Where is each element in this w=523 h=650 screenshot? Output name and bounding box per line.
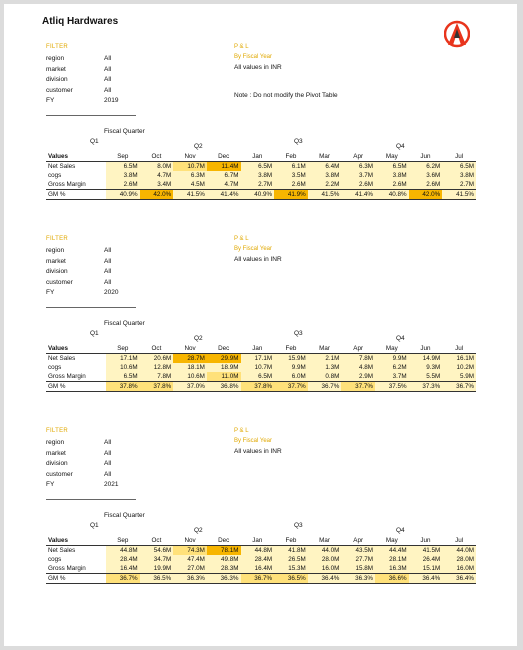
row-label: Net Sales xyxy=(48,355,76,362)
month-header: Feb xyxy=(274,152,308,162)
table-cell[interactable]: 41.5M xyxy=(409,546,443,556)
quarter-label: Q4 xyxy=(396,527,405,534)
table-cell[interactable]: 37.7% xyxy=(341,382,375,392)
quarter-label: Q1 xyxy=(90,330,99,337)
table-cell[interactable]: 40.9% xyxy=(106,190,140,200)
table-row xyxy=(46,363,476,372)
table-cell[interactable]: 28.4M xyxy=(106,555,140,564)
table-cell[interactable]: 47.4M xyxy=(173,555,207,564)
row-label: Net Sales xyxy=(48,163,76,170)
table-cell[interactable]: 15.9M xyxy=(274,354,308,364)
table-row xyxy=(46,564,476,574)
table-cell[interactable]: 43.5M xyxy=(341,546,375,556)
filter-key: customer xyxy=(46,470,73,478)
table-cell[interactable]: 9.9M xyxy=(274,363,308,372)
filter-key: region xyxy=(46,247,65,254)
table-cell[interactable]: 17.1M xyxy=(106,354,140,364)
table-cell[interactable]: 28.1M xyxy=(375,555,409,564)
month-header: May xyxy=(375,152,409,162)
pl-pivot-table[interactable] xyxy=(46,536,476,584)
table-cell[interactable]: 36.8% xyxy=(207,382,241,392)
month-header: Sep xyxy=(106,344,140,354)
month-header: Jan xyxy=(241,152,275,162)
month-header: Sep xyxy=(106,152,140,162)
filter-key: division xyxy=(46,460,68,467)
month-header: Jun xyxy=(409,152,443,162)
table-cell[interactable]: 1.3M xyxy=(308,363,342,372)
table-cell[interactable]: 41.5% xyxy=(173,190,207,200)
month-header: Nov xyxy=(173,536,207,546)
table-cell[interactable]: 41.4% xyxy=(341,190,375,200)
table-cell[interactable]: 11.0M xyxy=(207,372,241,382)
quarter-label: Q1 xyxy=(90,138,99,145)
table-cell[interactable]: 2.6M xyxy=(274,180,308,190)
table-cell[interactable]: 6.5M xyxy=(241,372,275,382)
divider xyxy=(46,499,136,500)
month-header: Mar xyxy=(308,152,342,162)
table-cell[interactable]: 36.7% xyxy=(308,382,342,392)
month-header: Sep xyxy=(106,536,140,546)
filter-key: region xyxy=(46,55,65,62)
table-cell[interactable]: 2.9M xyxy=(341,372,375,382)
table-cell[interactable]: 36.7% xyxy=(241,574,275,584)
fiscal-quarter-label: Fiscal Quarter xyxy=(104,512,145,519)
table-cell[interactable]: 2.7M xyxy=(241,180,275,190)
row-label: Gross Margin xyxy=(48,373,86,380)
month-header: Jul xyxy=(442,152,476,162)
table-cell[interactable]: 3.8M xyxy=(241,171,275,180)
pl-pivot-table[interactable] xyxy=(46,152,476,200)
table-cell[interactable]: 8.0M xyxy=(140,162,174,172)
filter-value[interactable]: All xyxy=(104,449,112,457)
table-cell[interactable]: 16.1M xyxy=(442,354,476,364)
table-cell[interactable]: 2.6M xyxy=(409,180,443,190)
table-cell[interactable]: 0.8M xyxy=(308,372,342,382)
quarter-label: Q3 xyxy=(294,138,303,145)
table-cell[interactable]: 9.3M xyxy=(409,363,443,372)
month-header: Jan xyxy=(241,344,275,354)
table-cell[interactable]: 54.6M xyxy=(140,546,174,556)
filter-key: FY xyxy=(46,97,55,104)
filter-key: FY xyxy=(46,289,55,296)
row-label: cogs xyxy=(48,556,62,563)
table-row xyxy=(46,372,476,382)
filter-value[interactable]: All xyxy=(104,247,112,254)
table-cell[interactable]: 16.0M xyxy=(308,564,342,574)
table-cell[interactable]: 41.4% xyxy=(207,190,241,200)
table-cell[interactable]: 2.6M xyxy=(375,180,409,190)
table-cell[interactable]: 26.5M xyxy=(274,555,308,564)
table-cell[interactable]: 44.0M xyxy=(308,546,342,556)
divider xyxy=(46,307,136,308)
table-cell[interactable]: 28.4M xyxy=(241,555,275,564)
table-cell[interactable]: 10.7M xyxy=(173,162,207,172)
table-cell[interactable]: 36.6% xyxy=(375,574,409,584)
fiscal-quarter-label: Fiscal Quarter xyxy=(104,128,145,135)
filter-key: division xyxy=(46,76,68,83)
filter-value[interactable]: All xyxy=(104,439,112,446)
month-header: Mar xyxy=(308,536,342,546)
table-cell[interactable]: 14.9M xyxy=(409,354,443,364)
month-header: Dec xyxy=(207,344,241,354)
table-cell[interactable]: 41.8M xyxy=(274,546,308,556)
month-header: Jul xyxy=(442,536,476,546)
table-cell[interactable]: 34.7M xyxy=(140,555,174,564)
table-cell[interactable]: 15.8M xyxy=(341,564,375,574)
table-row xyxy=(46,354,476,364)
month-header: Nov xyxy=(173,152,207,162)
table-cell[interactable]: 28.3M xyxy=(207,564,241,574)
table-cell[interactable]: 3.7M xyxy=(375,372,409,382)
table-cell[interactable]: 42.0% xyxy=(409,190,443,200)
table-cell[interactable]: 6.1M xyxy=(274,162,308,172)
table-cell[interactable]: 36.3% xyxy=(341,574,375,584)
month-header: Nov xyxy=(173,344,207,354)
values-note: All values in INR xyxy=(234,256,282,263)
table-cell[interactable]: 3.7M xyxy=(341,171,375,180)
table-cell[interactable]: 36.7% xyxy=(106,574,140,584)
filter-value[interactable]: All xyxy=(104,55,112,62)
row-label: cogs xyxy=(48,364,62,371)
table-cell[interactable]: 36.4% xyxy=(308,574,342,584)
table-cell[interactable]: 4.8M xyxy=(341,363,375,372)
pl-title: P & L xyxy=(234,428,249,434)
table-header-row xyxy=(46,152,476,162)
pl-pivot-table[interactable] xyxy=(46,344,476,392)
table-cell[interactable]: 7.8M xyxy=(140,372,174,382)
table-cell[interactable]: 49.8M xyxy=(207,555,241,564)
month-header: May xyxy=(375,536,409,546)
quarter-label: Q1 xyxy=(90,522,99,529)
table-cell[interactable]: 2.7M xyxy=(442,180,476,190)
month-header: Jun xyxy=(409,344,443,354)
table-cell[interactable]: 18.1M xyxy=(173,363,207,372)
table-cell[interactable]: 37.3% xyxy=(409,382,443,392)
table-cell[interactable]: 41.9% xyxy=(274,190,308,200)
filter-key: region xyxy=(46,439,65,446)
table-cell[interactable]: 3.4M xyxy=(140,180,174,190)
month-header: May xyxy=(375,344,409,354)
filter-heading: FILTER xyxy=(46,44,69,50)
table-cell[interactable]: 29.9M xyxy=(207,354,241,364)
divider xyxy=(46,115,136,116)
table-cell[interactable]: 17.1M xyxy=(241,354,275,364)
table-cell[interactable]: 9.9M xyxy=(375,354,409,364)
month-header: Feb xyxy=(274,536,308,546)
month-header: Mar xyxy=(308,344,342,354)
table-cell[interactable]: 10.7M xyxy=(241,363,275,372)
filter-key: market xyxy=(46,257,66,265)
month-header: Oct xyxy=(140,536,174,546)
filter-value[interactable]: All xyxy=(104,268,112,275)
table-cell[interactable]: 3.8M xyxy=(442,171,476,180)
table-cell[interactable]: 27.7M xyxy=(341,555,375,564)
quarter-label: Q4 xyxy=(396,335,405,342)
month-header: Jan xyxy=(241,536,275,546)
table-cell[interactable]: 44.8M xyxy=(106,546,140,556)
table-cell[interactable]: 26.4M xyxy=(409,555,443,564)
table-header-row xyxy=(46,536,476,546)
filter-key: market xyxy=(46,449,66,457)
month-header: Oct xyxy=(140,344,174,354)
table-cell[interactable]: 44.0M xyxy=(442,546,476,556)
filter-value[interactable]: All xyxy=(104,65,112,73)
table-cell[interactable]: 6.5M xyxy=(106,162,140,172)
table-cell[interactable]: 3.8M xyxy=(375,171,409,180)
filter-value[interactable]: 2020 xyxy=(104,289,119,296)
table-cell[interactable]: 4.7M xyxy=(140,171,174,180)
table-cell[interactable]: 6.0M xyxy=(274,372,308,382)
table-cell[interactable]: 37.0% xyxy=(173,382,207,392)
report-page xyxy=(4,4,517,646)
table-cell[interactable]: 16.4M xyxy=(241,564,275,574)
table-cell[interactable]: 16.3M xyxy=(375,564,409,574)
table-row xyxy=(46,162,476,172)
month-header: Jun xyxy=(409,536,443,546)
table-header-row xyxy=(46,344,476,354)
filter-value[interactable]: 2019 xyxy=(104,97,119,104)
quarter-label: Q2 xyxy=(194,527,203,534)
row-label: cogs xyxy=(48,172,62,179)
table-row xyxy=(46,555,476,564)
filter-key: FY xyxy=(46,481,55,488)
filter-value[interactable]: All xyxy=(104,257,112,265)
table-cell[interactable]: 78.1M xyxy=(207,546,241,556)
table-cell[interactable]: 36.7% xyxy=(442,382,476,392)
table-cell[interactable]: 6.5M xyxy=(241,162,275,172)
report-section-1 xyxy=(4,40,517,230)
table-cell[interactable]: 10.6M xyxy=(106,363,140,372)
filter-key: division xyxy=(46,268,68,275)
table-cell[interactable]: 37.8% xyxy=(241,382,275,392)
row-label: Gross Margin xyxy=(48,181,86,188)
table-cell[interactable]: 5.9M xyxy=(442,372,476,382)
table-cell[interactable]: 16.0M xyxy=(442,564,476,574)
row-label: GM % xyxy=(46,574,106,584)
page-title: Atliq Hardwares xyxy=(42,16,119,27)
table-cell[interactable]: 6.3M xyxy=(341,162,375,172)
table-cell[interactable]: 42.0% xyxy=(140,190,174,200)
table-cell[interactable]: 44.4M xyxy=(375,546,409,556)
filter-value[interactable]: All xyxy=(104,76,112,83)
table-cell[interactable]: 36.3% xyxy=(173,574,207,584)
table-cell[interactable]: 37.5% xyxy=(375,382,409,392)
table-cell[interactable]: 12.8M xyxy=(140,363,174,372)
row-label: GM % xyxy=(46,382,106,392)
table-cell[interactable]: 5.5M xyxy=(409,372,443,382)
table-cell[interactable]: 6.4M xyxy=(308,162,342,172)
table-cell[interactable]: 44.8M xyxy=(241,546,275,556)
filter-value[interactable]: All xyxy=(104,460,112,467)
table-cell[interactable]: 2.6M xyxy=(341,180,375,190)
table-row xyxy=(46,180,476,190)
table-cell[interactable]: 3.8M xyxy=(106,171,140,180)
filter-key: customer xyxy=(46,278,73,286)
table-cell[interactable]: 28.7M xyxy=(173,354,207,364)
fiscal-quarter-label: Fiscal Quarter xyxy=(104,320,145,327)
table-cell[interactable]: 6.5M xyxy=(442,162,476,172)
quarter-label: Q3 xyxy=(294,522,303,529)
month-header: Dec xyxy=(207,536,241,546)
quarter-label: Q2 xyxy=(194,335,203,342)
table-cell[interactable]: 36.4% xyxy=(409,574,443,584)
table-row xyxy=(46,546,476,556)
table-cell[interactable]: 6.5M xyxy=(375,162,409,172)
row-label: Gross Margin xyxy=(48,565,86,572)
table-row xyxy=(46,574,476,584)
values-note: All values in INR xyxy=(234,448,282,455)
month-header: Apr xyxy=(341,344,375,354)
table-cell[interactable]: 41.5% xyxy=(442,190,476,200)
table-cell[interactable]: 15.1M xyxy=(409,564,443,574)
report-section-2 xyxy=(4,232,517,422)
table-cell[interactable]: 2.2M xyxy=(308,180,342,190)
table-cell[interactable]: 6.2M xyxy=(375,363,409,372)
table-cell[interactable]: 74.3M xyxy=(173,546,207,556)
table-cell[interactable]: 36.3% xyxy=(207,574,241,584)
month-header: Feb xyxy=(274,344,308,354)
report-section-3 xyxy=(4,424,517,614)
pl-title: P & L xyxy=(234,236,249,242)
table-cell[interactable]: 7.8M xyxy=(341,354,375,364)
table-cell[interactable]: 19.9M xyxy=(140,564,174,574)
table-cell[interactable]: 36.4% xyxy=(442,574,476,584)
filter-key: market xyxy=(46,65,66,73)
table-cell[interactable]: 40.9% xyxy=(241,190,275,200)
quarter-label: Q2 xyxy=(194,143,203,150)
filter-value[interactable]: 2021 xyxy=(104,481,119,488)
pl-subtitle: By Fiscal Year xyxy=(234,246,273,252)
table-cell[interactable]: 37.8% xyxy=(140,382,174,392)
table-cell[interactable]: 20.6M xyxy=(140,354,174,364)
filter-value[interactable]: All xyxy=(104,86,112,94)
table-cell[interactable]: 2.6M xyxy=(106,180,140,190)
table-cell[interactable]: 15.3M xyxy=(274,564,308,574)
table-cell[interactable]: 40.8% xyxy=(375,190,409,200)
table-row xyxy=(46,190,476,200)
row-label: Net Sales xyxy=(48,547,76,554)
filter-value[interactable]: All xyxy=(104,278,112,286)
month-header: Dec xyxy=(207,152,241,162)
table-row xyxy=(46,382,476,392)
table-cell[interactable]: 41.5% xyxy=(308,190,342,200)
table-cell[interactable]: 16.4M xyxy=(106,564,140,574)
filter-key: customer xyxy=(46,86,73,94)
table-cell[interactable]: 4.7M xyxy=(207,180,241,190)
table-row xyxy=(46,171,476,180)
pl-subtitle: By Fiscal Year xyxy=(234,54,273,60)
values-header: Values xyxy=(46,344,106,354)
filter-heading: FILTER xyxy=(46,428,69,434)
table-cell[interactable]: 3.6M xyxy=(409,171,443,180)
table-cell[interactable]: 10.6M xyxy=(173,372,207,382)
table-cell[interactable]: 28.0M xyxy=(308,555,342,564)
table-cell[interactable]: 6.7M xyxy=(207,171,241,180)
table-cell[interactable]: 28.0M xyxy=(442,555,476,564)
table-cell[interactable]: 11.4M xyxy=(207,162,241,172)
table-cell[interactable]: 3.8M xyxy=(308,171,342,180)
values-note: All values in INR xyxy=(234,64,282,71)
table-cell[interactable]: 6.5M xyxy=(106,372,140,382)
table-cell[interactable]: 18.9M xyxy=(207,363,241,372)
table-cell[interactable]: 36.5% xyxy=(140,574,174,584)
month-header: Jul xyxy=(442,344,476,354)
month-header: Apr xyxy=(341,152,375,162)
table-cell[interactable]: 27.0M xyxy=(173,564,207,574)
table-cell[interactable]: 6.3M xyxy=(173,171,207,180)
table-cell[interactable]: 4.5M xyxy=(173,180,207,190)
month-header: Oct xyxy=(140,152,174,162)
values-header: Values xyxy=(46,536,106,546)
pivot-note: Note : Do not modify the Pivot Table xyxy=(234,92,338,99)
table-cell[interactable]: 36.5% xyxy=(274,574,308,584)
table-cell[interactable]: 10.2M xyxy=(442,363,476,372)
pl-title: P & L xyxy=(234,44,249,50)
pl-subtitle: By Fiscal Year xyxy=(234,438,273,444)
month-header: Apr xyxy=(341,536,375,546)
table-cell[interactable]: 2.1M xyxy=(308,354,342,364)
table-cell[interactable]: 6.2M xyxy=(409,162,443,172)
table-cell[interactable]: 3.5M xyxy=(274,171,308,180)
filter-value[interactable]: All xyxy=(104,470,112,478)
filter-heading: FILTER xyxy=(46,236,69,242)
table-cell[interactable]: 37.7% xyxy=(274,382,308,392)
quarter-label: Q3 xyxy=(294,330,303,337)
values-header: Values xyxy=(46,152,106,162)
table-cell[interactable]: 37.8% xyxy=(106,382,140,392)
quarter-label: Q4 xyxy=(396,143,405,150)
row-label: GM % xyxy=(46,190,106,200)
